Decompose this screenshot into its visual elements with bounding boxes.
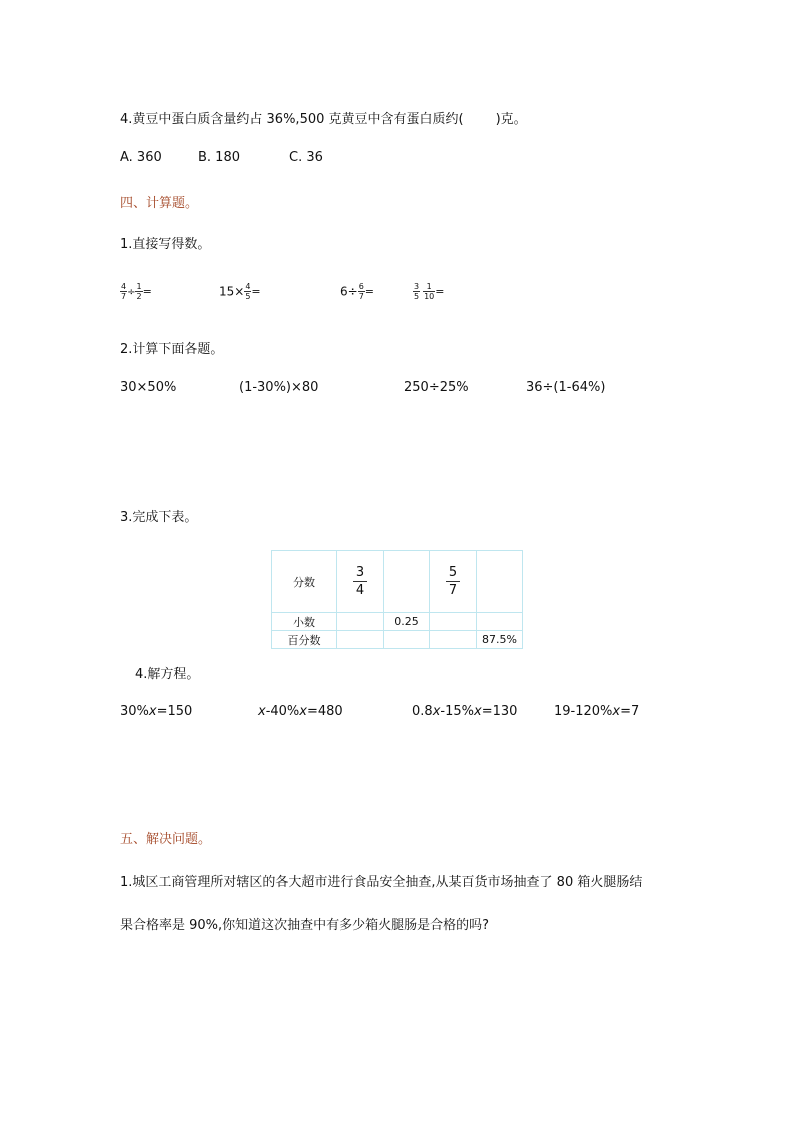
calc-item-1: $\frac{4}{7}$ ÷ $\frac{1}{2}$ = — [121, 282, 152, 301]
question-4-text-before: 4.黄豆中蛋白质含量约占 36%,500 克黄豆中含有蛋白质约( — [120, 112, 464, 127]
table-cell[interactable] — [337, 551, 384, 613]
fraction: $\frac{3}{4}$ — [353, 564, 367, 599]
problem-1-line-1: 1.城区工商管理所对辖区的各大超市进行食品安全抽查,从某百货市场抽查了 80 箱火腿肠结 — [120, 875, 643, 890]
section-4-title: 四、计算题。 — [120, 196, 199, 211]
table-cell[interactable] — [430, 551, 477, 613]
option-a: A. 360 — [120, 150, 162, 165]
equation-4: 19-120%x=7 — [554, 704, 640, 719]
calc-expression-3: 250÷25% — [404, 380, 469, 395]
calc-item-2: 15× $\frac{4}{5}$ = — [219, 282, 261, 301]
part-1-title: 1.直接写得数。 — [120, 237, 211, 252]
fraction: $\frac{4}{5}$ — [245, 282, 251, 301]
part-3-title: 3.完成下表。 — [120, 510, 198, 525]
calc-expression-4: 36÷(1-64%) — [526, 380, 606, 395]
fraction: $\frac{1}{2}$ — [136, 282, 142, 301]
calc-item-4: $\frac{3}{5}$ $\frac{1}{10}$ = — [414, 282, 445, 301]
table-cell[interactable]: 0.25 — [384, 613, 430, 631]
table-row — [272, 613, 523, 631]
table-row-label: 分数 — [272, 551, 337, 613]
equation-1: 30%x=150 — [120, 704, 193, 719]
part-4-title: 4.解方程。 — [135, 667, 200, 682]
table-cell[interactable] — [430, 613, 477, 631]
fraction: $\frac{1}{10}$ — [424, 282, 435, 301]
fraction: $\frac{5}{7}$ — [446, 564, 460, 599]
table-cell[interactable] — [384, 551, 430, 613]
calc-expression-1: 30×50% — [120, 380, 177, 395]
table-cell[interactable]: 87.5% — [477, 631, 523, 649]
equation-2: x-40%x=480 — [258, 704, 343, 719]
question-4-text-after: )克。 — [495, 112, 527, 127]
part-2-title: 2.计算下面各题。 — [120, 342, 224, 357]
table-cell[interactable] — [384, 631, 430, 649]
table-row-label: 小数 — [272, 613, 337, 631]
table-cell[interactable] — [337, 613, 384, 631]
section-5-title: 五、解决问题。 — [120, 832, 212, 847]
calc-expression-2: (1-30%)×80 — [239, 380, 319, 395]
fraction: $\frac{6}{7}$ — [358, 282, 364, 301]
equation-3: 0.8x-15%x=130 — [412, 704, 518, 719]
table-cell[interactable] — [337, 631, 384, 649]
table-cell[interactable] — [477, 613, 523, 631]
table-cell[interactable] — [477, 551, 523, 613]
problem-1-line-2: 果合格率是 90%,你知道这次抽查中有多少箱火腿肠是合格的吗? — [120, 918, 490, 933]
option-c: C. 36 — [289, 150, 323, 165]
conversion-table — [271, 550, 523, 649]
question-4 — [120, 108, 527, 127]
table-row — [272, 551, 523, 613]
option-b: B. 180 — [198, 150, 240, 165]
fraction: $\frac{4}{7}$ — [121, 282, 127, 301]
fraction: $\frac{3}{5}$ — [414, 282, 420, 301]
calc-item-3: 6÷ $\frac{6}{7}$ = — [340, 282, 375, 301]
table-row — [272, 631, 523, 649]
table-cell[interactable] — [430, 631, 477, 649]
table-row-label: 百分数 — [272, 631, 337, 649]
